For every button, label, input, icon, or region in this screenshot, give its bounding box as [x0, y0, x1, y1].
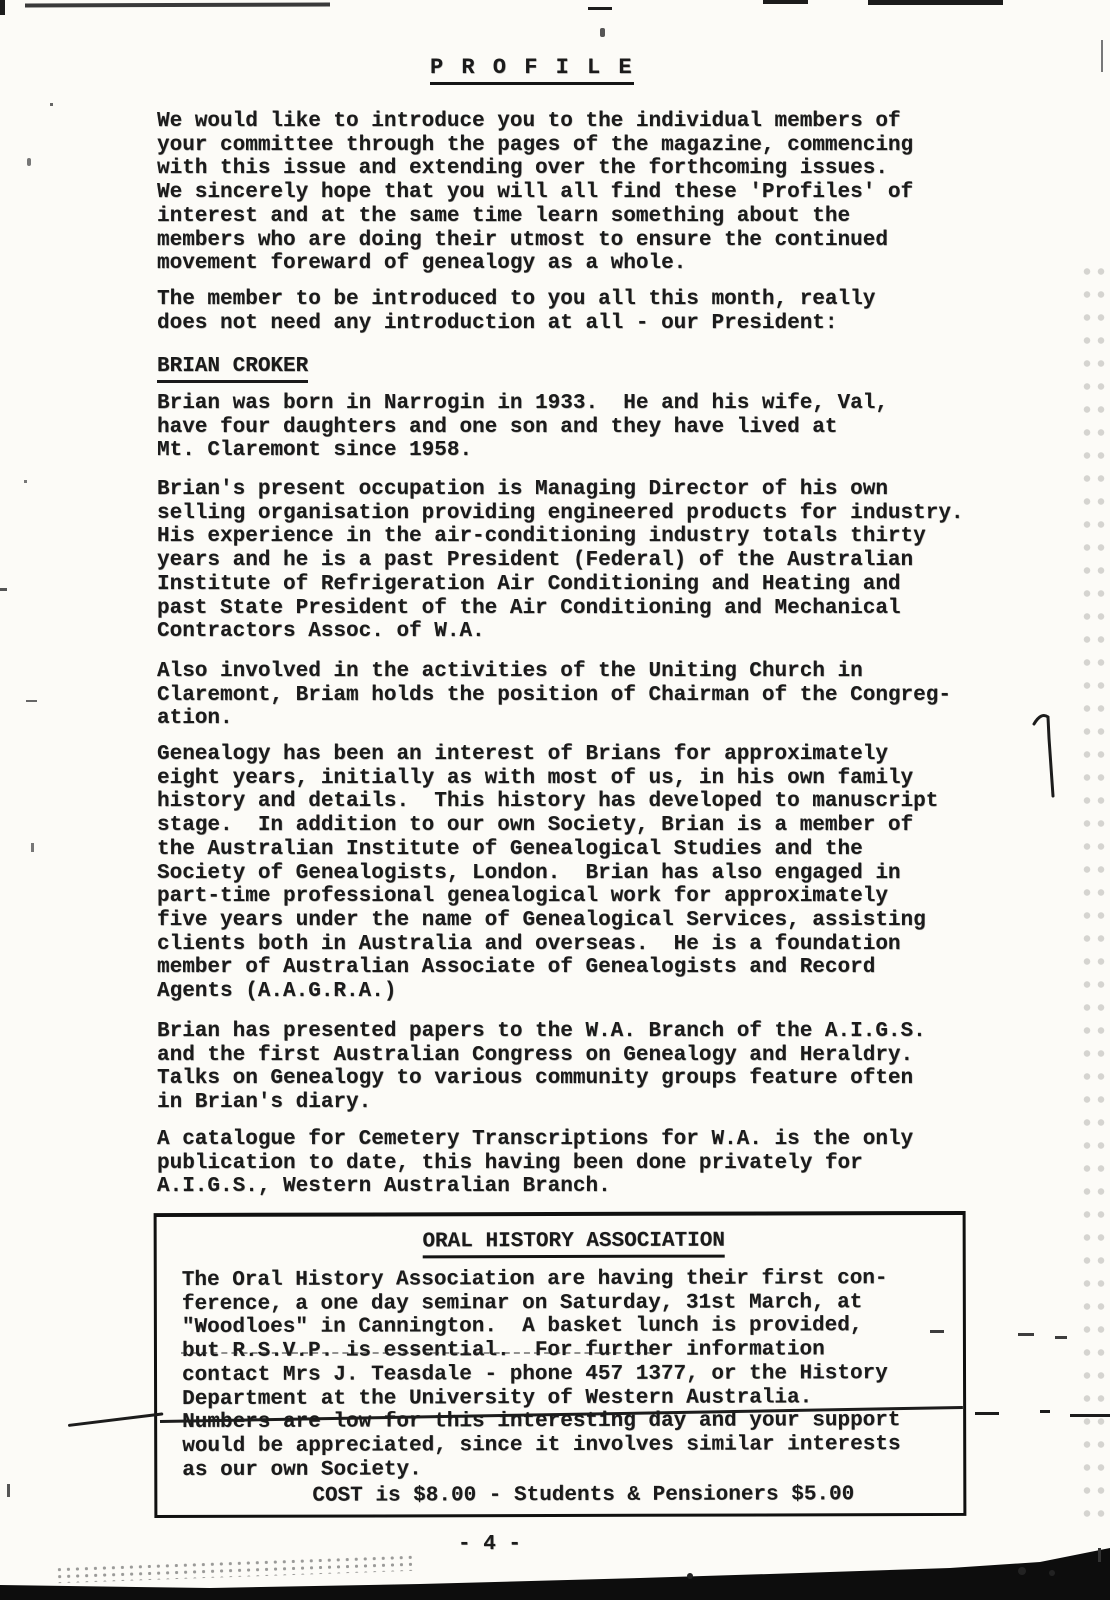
scan-speck-6 — [31, 843, 34, 852]
pen-dashed-line — [181, 1352, 651, 1354]
pen-line-tail — [68, 1412, 164, 1427]
scan-noise-right-margin — [1080, 260, 1108, 1530]
text-line: publication to date, this having been done privately for — [157, 1151, 863, 1175]
pen-dash-4 — [930, 1330, 944, 1333]
page-number: - 4 - — [458, 1533, 522, 1556]
oral-history-notice-box — [154, 1211, 967, 1518]
intro-paragraph-1 — [157, 110, 913, 276]
text-line: Genealogy has been an interest of Brians for approximately — [157, 743, 888, 766]
scan-speck-3 — [24, 480, 27, 483]
text-line: as our own Society. — [182, 1457, 422, 1482]
text-line: Department at the University of Western Australia. — [182, 1385, 813, 1411]
text-line: the Australian Institute of Genealogical Studies and the — [157, 837, 863, 861]
text-line: Claremont, Briam holds the position of Chairman of the Congreg- — [157, 683, 951, 707]
text-line: We sincerely hope that you will all find these 'Profiles' of — [157, 181, 914, 205]
bio-paragraph-genealogy — [157, 743, 938, 1004]
text-line: His experience in the air-conditioning industry totals thirty — [157, 525, 926, 549]
text-line: clients both in Australia and overseas. He is a foundation — [157, 932, 901, 956]
text-line: five years under the name of Genealogical Services, assisting — [157, 908, 926, 932]
text-line: The member to be introduced to you all this month, really — [157, 288, 876, 311]
scan-speck-4 — [0, 588, 7, 591]
notice-box-title-row — [157, 1229, 963, 1259]
bio-paragraph-occupation — [157, 478, 964, 644]
text-line: Brian's present occupation is Managing Director of his own — [157, 478, 888, 501]
text-line: Brian has presented papers to the W.A. Branch of the A.I.G.S. — [157, 1020, 926, 1043]
pen-dash-5 — [1018, 1333, 1034, 1336]
text-line: Society of Genealogists, London. Brian has also engaged in — [157, 861, 901, 885]
text-line: your committee through the pages of the magazine, commencing — [157, 133, 914, 157]
text-line: interest and at the same time learn something about the — [157, 204, 851, 228]
text-line: part-time professional genealogical work for approximately — [157, 885, 888, 909]
text-line: years and he is a past President (Federal) of the Australian — [157, 549, 914, 573]
bio-paragraph-born — [157, 392, 888, 463]
scan-artifact-top-left-tick — [0, 0, 5, 15]
notice-box-cost-line: COST is $8.00 - Students & Pensioners $5.00 — [312, 1483, 855, 1508]
text-line: past State President of the Air Conditioning and Mechanical — [157, 596, 901, 620]
text-line: would be appreciated, since it involves similar interests — [182, 1433, 901, 1458]
text-line: with this issue and extending over the forthcoming issues. — [157, 157, 888, 181]
scan-speck-1 — [50, 103, 53, 106]
text-line: eight years, initially as with most of us, in his own family — [157, 766, 914, 790]
page-title: P R O F I L E — [430, 56, 634, 85]
text-line: Agents (A.A.G.R.A.) — [157, 980, 397, 1004]
text-line: history and details. This history has developed to manuscript — [157, 790, 939, 814]
scan-artifact-top-line — [25, 2, 330, 7]
text-line: Talks on Genealogy to various community groups feature often — [157, 1067, 914, 1091]
text-line: members who are doing their utmost to ensure the continued — [157, 228, 888, 252]
profile-heading: BRIAN CROKER — [157, 355, 308, 383]
intro-paragraph-2 — [157, 288, 875, 335]
text-line: movement foreward of genealogy as a whole. — [157, 252, 687, 276]
pen-dash-1 — [975, 1412, 999, 1415]
text-line: ference, a one day seminar on Saturday, 31st March, at — [181, 1290, 863, 1316]
text-line: Mt. Claremont since 1958. — [157, 439, 473, 463]
text-line: Institute of Refrigeration Air Conditioning and Heating and — [157, 572, 901, 596]
text-line: A.I.G.S., Western Australian Branch. — [157, 1175, 611, 1199]
text-line: stage. In addition to our own Society, Brian is a member of — [157, 814, 914, 838]
text-line: We would like to introduce you to the individual members of — [157, 110, 901, 133]
text-line: does not need any introduction at all - our President: — [157, 311, 838, 335]
text-line: contact Mrs J. Teasdale - phone 457 1377, or the History — [181, 1361, 888, 1387]
pen-dash-3 — [1070, 1414, 1110, 1417]
scan-artifact-top-seg1 — [588, 7, 612, 10]
text-line: and the first Australian Congress on Genealogy and Heraldry. — [157, 1043, 914, 1067]
pen-mark-hook — [1028, 708, 1062, 806]
bio-paragraph-catalogue — [157, 1128, 913, 1199]
text-line: in Brian's diary. — [157, 1091, 372, 1115]
scan-artifact-top-comma — [600, 28, 605, 37]
scan-speck-5 — [26, 700, 37, 702]
text-line: but R.S.V.P. is essential. For further information — [181, 1338, 825, 1364]
scan-speck-2 — [27, 158, 31, 166]
scan-artifact-top-seg3 — [868, 0, 1003, 5]
notice-box-body — [182, 1267, 901, 1482]
text-line: Also involved in the activities of the Uniting Church in — [157, 660, 863, 683]
text-line: The Oral History Association are having their first con- — [181, 1267, 888, 1292]
text-line: Brian was born in Narrogin in 1933. He and his wife, Val, — [157, 392, 888, 415]
text-line: Numbers are low for this interesting day and your support — [182, 1409, 901, 1435]
scan-artifact-top-seg2 — [763, 0, 808, 4]
pen-dash-6 — [1055, 1336, 1067, 1339]
bio-paragraph-church — [157, 660, 951, 731]
pen-dash-2 — [1040, 1410, 1050, 1413]
text-line: A catalogue for Cemetery Transcriptions for W.A. is the only — [157, 1128, 914, 1151]
scan-artifact-right-edge-mark — [1101, 40, 1103, 72]
text-line: member of Australian Associate of Genealogists and Record — [157, 956, 876, 980]
notice-box-title: ORAL HISTORY ASSOCIATION — [422, 1230, 725, 1258]
text-line: have four daughters and one son and they have lived at — [157, 415, 838, 439]
scan-speck-7 — [7, 1484, 10, 1497]
bio-paragraph-papers — [157, 1020, 926, 1115]
text-line: Contractors Assoc. of W.A. — [157, 620, 485, 644]
text-line: "Woodloes" in Cannington. A basket lunch is provided, — [181, 1314, 863, 1340]
text-line: ation. — [157, 707, 233, 731]
text-line: selling organisation providing engineered products for industry. — [157, 501, 964, 525]
